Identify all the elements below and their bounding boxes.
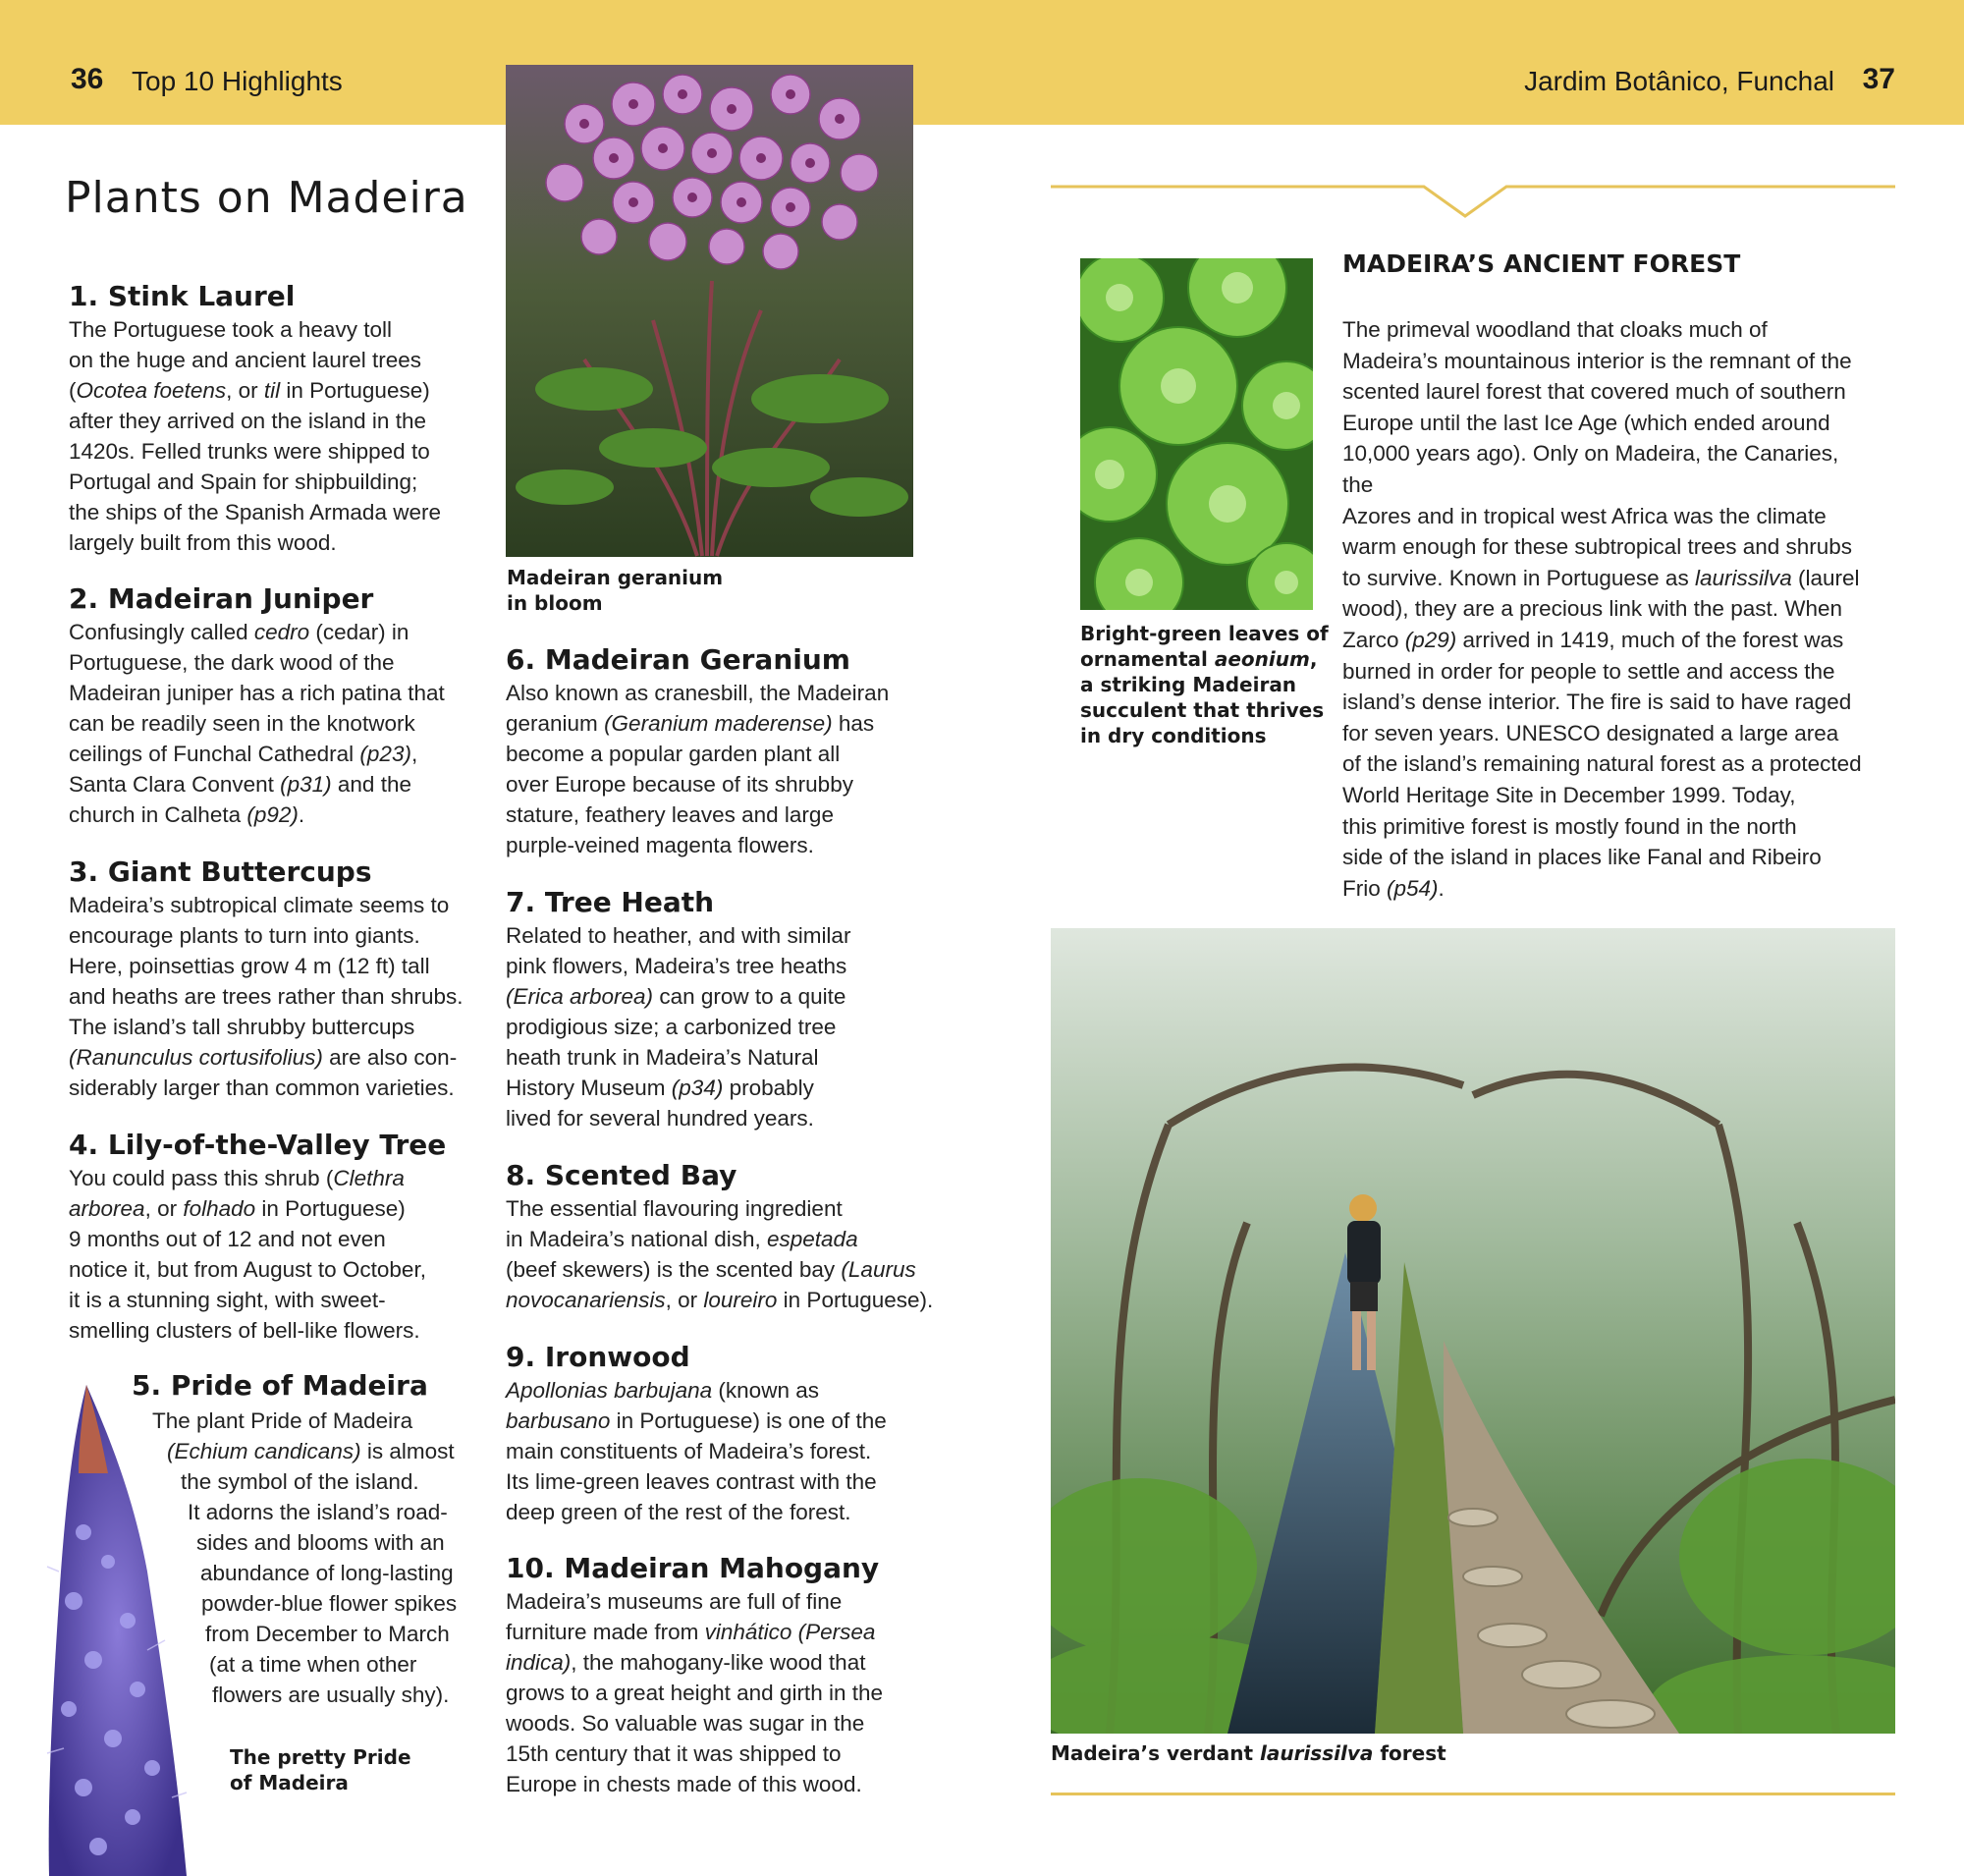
entry-body: Confusingly called cedro (cedar) in Portuguese, the dark wood of the Madeiran juniper has a rich patina that can be readily seen in the knotwork ceilings of Funchal Cathedral (p23), Santa Clara Convent (p31) and the church in Calheta (p92). bbox=[69, 620, 445, 827]
entry-heading: 1. Stink Laurel bbox=[69, 280, 296, 312]
entry-body: Apollonias barbujana (known as barbusano in Portuguese) is one of the main constituents of Madeira’s forest. Its lime-green leaves contrast with the deep green of the rest of the forest. bbox=[506, 1378, 887, 1524]
caption-aeonium: Bright-green leaves of ornamental aeonium, a striking Madeiran succulent that thrives in dry conditions bbox=[1080, 622, 1329, 747]
entry-body: Madeira’s museums are full of fine furniture made from vinhático (Persea indica), the mahogany-like wood that grows to a great height and girth in the woods. So valuable was sugar in the 15th century that it was shipped to Europe in chests made of this wood. bbox=[506, 1589, 883, 1796]
entry-lily-of-the-valley-tree bbox=[69, 1129, 501, 1346]
pride-body-line: sides and blooms with an bbox=[196, 1530, 445, 1555]
page-title: Plants on Madeira bbox=[65, 173, 468, 223]
section-divider-chevron bbox=[1051, 181, 1895, 220]
pride-body-line: flowers are usually shy). bbox=[212, 1683, 450, 1707]
entry-heading: 4. Lily-of-the-Valley Tree bbox=[69, 1129, 447, 1161]
caption-madeiran-geranium: Madeiran geranium in bloom bbox=[507, 566, 724, 615]
entry-tree-heath bbox=[506, 886, 938, 1133]
madeiran-geranium-photo bbox=[506, 65, 913, 557]
bottom-rule bbox=[1051, 1793, 1895, 1795]
entry-madeiran-geranium bbox=[506, 643, 938, 860]
entry-madeiran-juniper bbox=[69, 582, 501, 830]
entry-madeiran-mahogany bbox=[506, 1552, 938, 1799]
entry-heading: 3. Giant Buttercups bbox=[69, 855, 372, 888]
entry-heading: 7. Tree Heath bbox=[506, 886, 715, 918]
entry-heading: 10. Madeiran Mahogany bbox=[506, 1552, 880, 1584]
feature-box-body: The primeval woodland that cloaks much of Madeira’s mountainous interior is the remnant of the scented laurel forest that covered much of southern Europe until the last Ice Age (which ended around 10,000 years ago). Only on Madeira, the Canaries, the Azores and in tropical west Africa was the climate warm enough for these subtropical trees and shrubs to survive. Known in Portuguese as laurissilva (laurel wood), they are a precious link with the past. When Zarco (p29) arrived in 1419, much of the forest was burned in order for people to settle and access the island’s dense interior. The fire is said to have raged for seven years. UNESCO designated a large area of the island’s remaining natural forest as a protected World Heritage Site in December 1999. Today, this primitive forest is mostly found in the north side of the island in places like Fanal and Ribeiro Frio (p54). bbox=[1342, 317, 1862, 901]
entry-body: You could pass this shrub (Clethra arborea, or folhado in Portuguese) 9 months out of 12 and not even notice it, but from August to October, it is a stunning sight, with sweet- smelling clusters of bell-like flowers. bbox=[69, 1166, 426, 1343]
pride-body-line: from December to March bbox=[205, 1622, 450, 1646]
pride-body-line: (Echium candicans) is almost bbox=[167, 1439, 455, 1463]
entry-ironwood bbox=[506, 1341, 938, 1527]
pride-body-line: the symbol of the island. bbox=[181, 1469, 419, 1494]
entry-body: The essential flavouring ingredient in Madeira’s national dish, espetada (beef skewers) is the scented bay (Laurus novocanariensis, or loureiro in Portuguese). bbox=[506, 1196, 934, 1312]
entry-stink-laurel bbox=[69, 280, 501, 558]
entry-giant-buttercups bbox=[69, 855, 501, 1103]
entry-body: Madeira’s subtropical climate seems to encourage plants to turn into giants. Here, poinsettias grow 4 m (12 ft) tall and heaths are trees rather than shrubs. The island’s tall shrubby buttercups (Ranunculus cortusifolius) are also con- siderably larger than common varieties. bbox=[69, 893, 464, 1100]
laurissilva-forest-photo bbox=[1051, 928, 1895, 1734]
header-band bbox=[0, 0, 1964, 125]
entry-scented-bay bbox=[506, 1159, 938, 1315]
entry-pride-of-madeira bbox=[132, 1369, 564, 1404]
pride-body-line: It adorns the island’s road- bbox=[188, 1500, 448, 1524]
pride-body-line: powder-blue flower spikes bbox=[201, 1591, 458, 1616]
pride-body-line: abundance of long-lasting bbox=[200, 1561, 454, 1585]
entry-body-pride bbox=[0, 1406, 481, 1710]
entry-heading: 8. Scented Bay bbox=[506, 1159, 737, 1191]
feature-box-title: MADEIRA’S ANCIENT FOREST bbox=[1342, 249, 1741, 278]
caption-pride-of-madeira: The pretty Pride of Madeira bbox=[230, 1745, 411, 1794]
left-section-title: Top 10 Highlights bbox=[132, 66, 343, 96]
caption-forest: Madeira’s verdant laurissilva forest bbox=[1051, 1741, 1446, 1765]
right-section-title: Jardim Botânico, Funchal bbox=[1524, 66, 1834, 96]
right-page-number: 37 bbox=[1862, 63, 1895, 95]
entry-body: Related to heather, and with similar pink flowers, Madeira’s tree heaths (Erica arborea) can grow to a quite prodigious size; a carbonized tree heath trunk in Madeira’s Natural History Museum (p34) probably lived for several hundred years. bbox=[506, 923, 851, 1131]
entry-heading: 2. Madeiran Juniper bbox=[69, 582, 374, 615]
entry-body: Also known as cranesbill, the Madeiran geranium (Geranium maderense) has become a popular garden plant all over Europe because of its shrubby stature, feathery leaves and large purple-veined magenta flowers. bbox=[506, 681, 890, 857]
entry-body: The Portuguese took a heavy toll on the huge and ancient laurel trees (Ocotea foetens, or til in Portuguese) after they arrived on the island in the 1420s. Felled trunks were shipped to Portugal and Spain for shipbuilding; the ships of the Spanish Armada were largely built from this wood. bbox=[69, 317, 441, 555]
entry-heading: 6. Madeiran Geranium bbox=[506, 643, 850, 676]
pride-body-line: The plant Pride of Madeira bbox=[152, 1408, 413, 1433]
left-page-number: 36 bbox=[71, 63, 104, 95]
aeonium-photo bbox=[1080, 258, 1313, 610]
pride-body-line: (at a time when other bbox=[209, 1652, 417, 1677]
entry-heading: 5. Pride of Madeira bbox=[132, 1369, 428, 1402]
entry-heading: 9. Ironwood bbox=[506, 1341, 690, 1373]
